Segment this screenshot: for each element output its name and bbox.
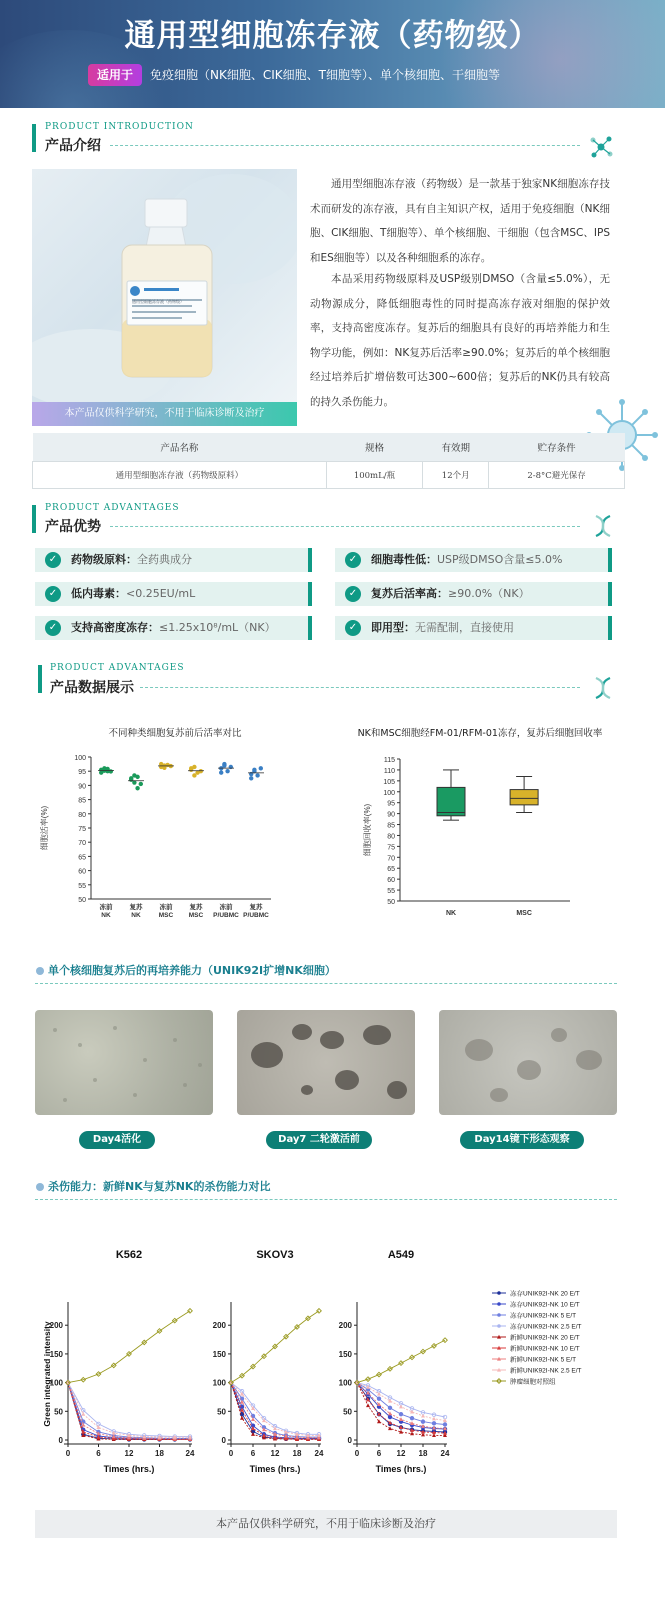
data-point xyxy=(399,1405,403,1409)
x-tick-label: NK xyxy=(445,910,457,917)
y-tick-label: 85 xyxy=(78,797,86,805)
series-line xyxy=(68,1383,190,1439)
box xyxy=(510,790,538,805)
y-tick-label: 50 xyxy=(78,897,86,904)
intro-paragraph-2: 本品采用药物级原料及USP级别DMSO（含量≤5.0%），无动物源成分，降低细胞毒性的同时提高冻存液对细胞的保护效率，支持高密度冻存。复苏后的细胞具有良好的再培养能力和生物学功能，例如：NK复苏后活率≥90.0%；复苏后的单个核细胞经过培养后扩增倍数可达300~600倍；复苏后的NK仍具有较高的持久杀伤能力。 xyxy=(310,273,610,408)
x-tick-label: NK xyxy=(131,912,141,919)
x-tick-label: 0 xyxy=(228,1449,234,1458)
section-title-advantages: 产品优势 xyxy=(45,519,101,535)
series-line xyxy=(357,1383,445,1417)
x-tick-label: MSC xyxy=(158,912,174,919)
bullet-dot xyxy=(36,967,44,975)
y-tick-label: 50 xyxy=(217,1407,226,1417)
advantage-label: 即用型： xyxy=(371,621,415,634)
chart-skov3 xyxy=(197,1240,327,1475)
advantage-label: 复苏后活率高： xyxy=(371,587,448,600)
x-tick-label: P/UBMC xyxy=(243,912,269,919)
legend-marker xyxy=(497,1291,501,1295)
section-en-advantages: PRODUCT ADVANTAGES xyxy=(45,503,180,513)
legend-label: 冻存UNIK92I-NK 5 E/T xyxy=(510,1312,577,1320)
y-tick-label: 100 xyxy=(49,1378,63,1388)
data-point xyxy=(81,1412,85,1416)
advantage-value: 全药典成分 xyxy=(137,553,192,566)
day-label: Day14镜下形态观察 xyxy=(460,1131,584,1149)
data-point xyxy=(135,786,139,790)
chart-title: K562 xyxy=(115,1249,143,1261)
y-tick-label: 95 xyxy=(78,769,86,777)
y-tick-label: 0 xyxy=(221,1436,226,1445)
y-tick-label: 60 xyxy=(78,868,86,876)
advantage-item xyxy=(335,548,612,572)
chart-recovery xyxy=(360,745,600,925)
killing-heading: 杀伤能力：新鲜NK与复苏NK的杀伤能力对比 xyxy=(48,1180,271,1193)
y-tick-label: 200 xyxy=(338,1321,352,1331)
x-tick-label: 复苏 xyxy=(189,904,203,911)
x-tick-label: 复苏 xyxy=(249,904,263,911)
chart-title: SKOV3 xyxy=(256,1249,294,1261)
x-tick-label: 复苏 xyxy=(129,904,143,911)
check-icon: ✓ xyxy=(345,586,361,602)
y-tick-label: 70 xyxy=(387,855,395,863)
y-tick-label: 150 xyxy=(49,1349,63,1359)
data-point xyxy=(132,773,136,777)
data-point xyxy=(249,776,253,780)
series-line xyxy=(231,1311,319,1383)
x-tick-label: 24 xyxy=(314,1449,324,1458)
cell-image-day4 xyxy=(35,1010,213,1115)
expansion-heading: 单个核细胞复苏后的再培养能力（UNIK92I扩增NK细胞） xyxy=(48,964,336,977)
data-point xyxy=(410,1431,414,1435)
advantage-value: USP级DMSO含量≤5.0% xyxy=(437,553,563,566)
advantage-value: 无需配制，直接使用 xyxy=(415,621,514,634)
x-tick-label: 18 xyxy=(418,1449,428,1458)
section-divider xyxy=(35,983,617,984)
dna-icon xyxy=(592,676,614,700)
legend-label: 新鲜UNIK92I-NK 10 E/T xyxy=(510,1345,580,1353)
section-bar xyxy=(32,124,36,152)
chart-legend xyxy=(490,1285,625,1400)
table-cell: 通用型细胞冻存液（药物级原料） xyxy=(33,461,327,488)
x-tick-label: 12 xyxy=(124,1449,134,1458)
y-tick-label: 50 xyxy=(343,1407,352,1417)
y-tick-label: 150 xyxy=(338,1349,352,1359)
advantage-label: 细胞毒性低： xyxy=(371,553,437,566)
box xyxy=(437,787,465,815)
table-header: 产品名称 xyxy=(33,433,327,461)
chart-a549 xyxy=(323,1240,453,1475)
legend-label: 肿瘤细胞对照组 xyxy=(510,1378,556,1386)
y-tick-label: 90 xyxy=(78,783,86,791)
legend-label: 冻存UNIK92I-NK 10 E/T xyxy=(510,1301,580,1309)
x-axis-label: Times (hrs.) xyxy=(249,1464,301,1474)
y-tick-label: 0 xyxy=(58,1436,63,1445)
y-tick-label: 65 xyxy=(387,866,395,874)
y-tick-label: 50 xyxy=(54,1407,63,1417)
product-photo xyxy=(32,169,297,402)
check-icon: ✓ xyxy=(345,552,361,568)
y-tick-label: 55 xyxy=(78,882,86,890)
page-title: 通用型细胞冻存液（药物级） xyxy=(124,18,541,54)
data-point xyxy=(388,1399,392,1403)
x-tick-label: 18 xyxy=(155,1449,164,1458)
y-tick-label: 80 xyxy=(387,833,395,841)
x-axis-label: Times (hrs.) xyxy=(103,1464,155,1474)
day-label: Day4活化 xyxy=(79,1131,155,1149)
data-point xyxy=(139,782,143,786)
check-icon: ✓ xyxy=(345,620,361,636)
advantage-label: 药物级原料： xyxy=(71,553,137,566)
table-header: 贮存条件 xyxy=(489,433,625,461)
table-cell: 100mL/瓶 xyxy=(326,461,423,488)
data-point xyxy=(222,762,226,766)
data-point xyxy=(199,769,203,773)
bullet-dot xyxy=(36,1183,44,1191)
y-tick-label: 200 xyxy=(49,1321,63,1331)
data-point xyxy=(421,1420,425,1424)
advantage-item xyxy=(335,616,612,640)
y-tick-label: 150 xyxy=(212,1349,226,1359)
data-point xyxy=(252,768,256,772)
disclaimer-band: 本产品仅供科学研究，不用于临床诊断及治疗 xyxy=(32,402,297,426)
legend-label: 新鲜UNIK92I-NK 20 E/T xyxy=(510,1334,580,1342)
check-icon: ✓ xyxy=(45,620,61,636)
dna-icon xyxy=(592,514,614,538)
x-tick-label: 24 xyxy=(440,1449,450,1458)
x-tick-label: 24 xyxy=(185,1449,195,1458)
data-point xyxy=(225,769,229,773)
check-icon: ✓ xyxy=(45,586,61,602)
data-point xyxy=(189,766,193,770)
day-label: Day7 二轮激活前 xyxy=(266,1131,372,1149)
check-icon: ✓ xyxy=(45,552,61,568)
series-line xyxy=(68,1311,190,1383)
y-tick-label: 100 xyxy=(74,755,86,762)
x-tick-label: 6 xyxy=(376,1449,382,1458)
y-tick-label: 80 xyxy=(78,811,86,819)
data-point xyxy=(421,1414,425,1418)
molecule-icon xyxy=(588,134,614,160)
y-tick-label: 55 xyxy=(387,888,395,896)
data-point xyxy=(192,773,196,777)
section-bar xyxy=(32,505,36,533)
data-point xyxy=(219,770,223,774)
legend-label: 冻存UNIK92I-NK 20 E/T xyxy=(510,1290,580,1298)
intro-paragraph-1: 通用型细胞冻存液（药物级）是一款基于独家NK细胞冻存技术而研发的冻存液，具有自主知识产权，适用于免疫细胞（NK细胞、CIK细胞、T细胞等）、单个核细胞、干细胞（包含MSC、IPS和ES细胞等）以及各种细胞系的冻存。 xyxy=(310,178,610,264)
x-tick-label: 冻前 xyxy=(219,904,233,911)
y-tick-label: 100 xyxy=(383,789,395,797)
chart-title: A549 xyxy=(387,1249,415,1261)
x-tick-label: 0 xyxy=(65,1449,71,1458)
x-tick-label: 0 xyxy=(354,1449,360,1458)
y-tick-label: 100 xyxy=(338,1378,352,1388)
table-header: 有效期 xyxy=(423,433,489,461)
legend-label: 新鲜UNIK92I-NK 5 E/T xyxy=(510,1356,577,1364)
legend-marker xyxy=(497,1302,501,1306)
y-tick-label: 90 xyxy=(387,811,395,819)
data-point xyxy=(443,1423,447,1427)
data-point xyxy=(388,1426,392,1430)
advantage-label: 支持高密度冻存： xyxy=(71,621,159,634)
data-point xyxy=(188,1309,193,1314)
y-tick-label: 100 xyxy=(212,1378,226,1388)
series-line xyxy=(68,1383,190,1438)
chart-title-recovery: NK和MSC细胞经FM-01/RFM-01冻存，复苏后细胞回收率 xyxy=(357,728,603,739)
table-cell: 2-8°C避光保存 xyxy=(489,461,625,488)
x-tick-label: 6 xyxy=(96,1449,101,1458)
legend-marker xyxy=(497,1313,501,1317)
y-tick-label: 95 xyxy=(387,800,395,808)
advantage-label: 低内毒素： xyxy=(71,587,126,600)
y-axis-label: Green integrated intensity xyxy=(42,1321,52,1427)
y-tick-label: 75 xyxy=(387,844,395,852)
x-tick-label: 18 xyxy=(292,1449,302,1458)
series-line xyxy=(68,1383,190,1437)
cell-image-day14 xyxy=(439,1010,617,1115)
legend-label: 冻存UNIK92I-NK 2.5 E/T xyxy=(510,1323,582,1331)
y-tick-label: 115 xyxy=(383,757,395,764)
advantage-item xyxy=(35,616,312,640)
data-point xyxy=(366,1403,370,1407)
x-tick-label: MSC xyxy=(188,912,204,919)
section-bar xyxy=(38,665,42,693)
y-tick-label: 60 xyxy=(387,877,395,885)
usage-tag: 适用于 xyxy=(88,64,142,86)
data-point xyxy=(410,1416,414,1420)
cell-image-day7 xyxy=(237,1010,415,1115)
advantage-item xyxy=(35,582,312,606)
advantage-value: <0.25EU/mL xyxy=(126,587,196,600)
y-tick-label: 65 xyxy=(78,854,86,862)
data-point xyxy=(399,1412,403,1416)
x-axis-label: Times (hrs.) xyxy=(375,1464,427,1474)
advantage-item xyxy=(335,582,612,606)
table-cell: 12个月 xyxy=(423,461,489,488)
advantage-item xyxy=(35,548,312,572)
x-tick-label: 冻前 xyxy=(159,904,173,911)
advantage-value: ≤1.25x10⁸/mL（NK） xyxy=(159,621,276,634)
section-en-intro: PRODUCT INTRODUCTION xyxy=(45,122,194,132)
data-point xyxy=(432,1422,436,1426)
data-point xyxy=(259,766,263,770)
advantage-value: ≥90.0%（NK） xyxy=(448,587,530,600)
y-tick-label: 85 xyxy=(387,822,395,830)
data-point xyxy=(388,1415,392,1419)
y-tick-label: 0 xyxy=(347,1436,352,1445)
x-tick-label: P/UBMC xyxy=(213,912,239,919)
x-tick-label: 12 xyxy=(396,1449,406,1458)
x-tick-label: 冻前 xyxy=(99,904,113,911)
section-title-data: 产品数据展示 xyxy=(50,680,134,696)
series-line xyxy=(68,1383,190,1439)
x-tick-label: MSC xyxy=(516,910,532,917)
chart-k562 xyxy=(40,1240,200,1475)
usage-text: 免疫细胞（NK细胞、CIK细胞、T细胞等）、单个核细胞、干细胞等 xyxy=(150,68,500,82)
section-en-data: PRODUCT ADVANTAGES xyxy=(50,663,185,673)
table-header-row xyxy=(33,433,625,461)
y-axis-label: 细胞回收率(%) xyxy=(363,803,372,857)
spec-table xyxy=(32,433,625,489)
legend-label: 新鲜UNIK92I-NK 2.5 E/T xyxy=(510,1367,582,1375)
y-tick-label: 105 xyxy=(383,778,395,786)
section-divider xyxy=(110,526,580,527)
table-row xyxy=(33,461,625,488)
y-tick-label: 75 xyxy=(78,826,86,833)
y-tick-label: 110 xyxy=(383,767,395,775)
chart-title-viability: 不同种类细胞复苏前后活率对比 xyxy=(108,728,242,739)
section-title-intro: 产品介绍 xyxy=(45,138,101,154)
data-point xyxy=(105,769,109,773)
section-divider xyxy=(35,1199,617,1200)
x-tick-label: 6 xyxy=(250,1449,256,1458)
section-divider xyxy=(110,145,580,146)
x-tick-label: 12 xyxy=(270,1449,280,1458)
data-point xyxy=(377,1397,381,1401)
x-tick-label: NK xyxy=(101,912,111,919)
y-tick-label: 200 xyxy=(212,1321,226,1331)
legend-marker xyxy=(497,1324,501,1328)
chart-viability xyxy=(35,745,295,925)
data-point xyxy=(129,778,133,782)
series-line xyxy=(68,1383,190,1439)
section-divider xyxy=(140,687,580,688)
product-label: 通用型细胞冻存液（药物级） xyxy=(132,299,184,304)
data-point xyxy=(388,1406,392,1410)
y-tick-label: 50 xyxy=(387,899,395,906)
data-point xyxy=(255,773,259,777)
y-tick-label: 70 xyxy=(78,840,86,848)
y-axis-label: 细胞活率(%) xyxy=(40,805,49,851)
table-header: 规格 xyxy=(326,433,423,461)
footer-disclaimer: 本产品仅供科学研究，不用于临床诊断及治疗 xyxy=(35,1510,617,1538)
